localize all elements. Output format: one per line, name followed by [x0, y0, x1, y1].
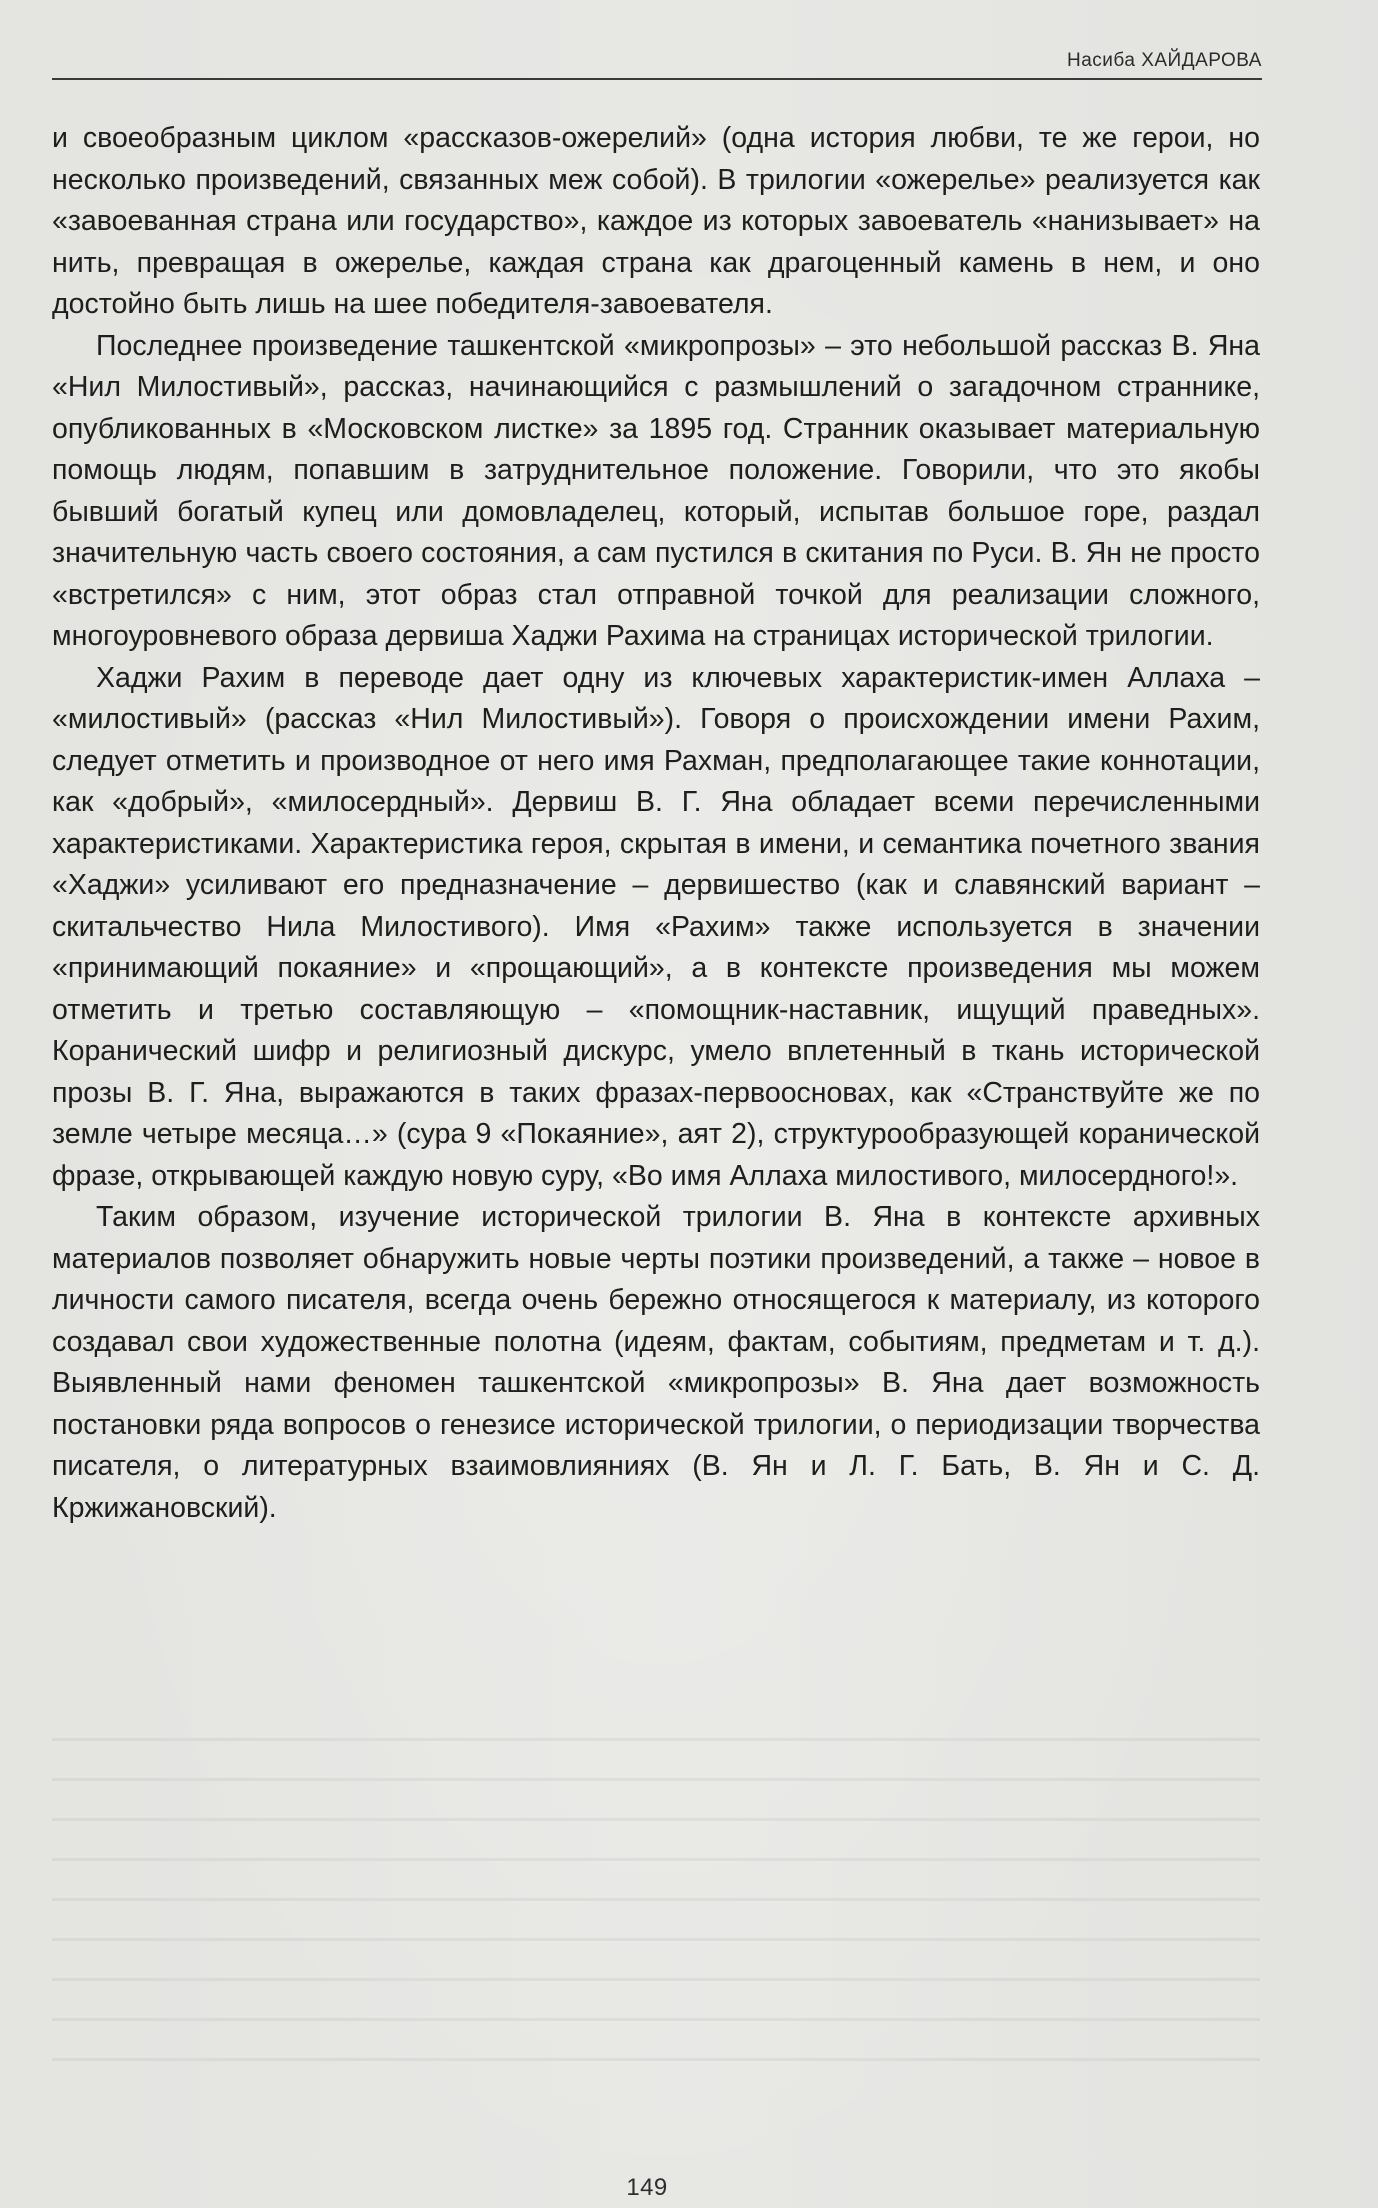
- bleed-through-text: [52, 1738, 1260, 2098]
- main-text: [52, 118, 1260, 1529]
- paragraph-1: и своеобразным циклом «рассказов-ожерелий» (одна история любви, те же герои, но несколько произведений, связанных меж собой). В трилогии «ожерелье» реализуется как «завоеванная страна или государство», каждое из которых завоеватель «нанизывает» на нить, превращая в ожерелье, каждая страна как драгоценный камень в нем, и оно достойно быть лишь на шее победителя-завоевателя.: [52, 122, 1260, 320]
- page-number: 149: [626, 2173, 668, 2201]
- author-running-head: Насиба ХАЙДАРОВА: [1067, 50, 1262, 71]
- running-head: [52, 50, 1262, 80]
- paragraph-3: Хаджи Рахим в переводе дает одну из ключевых характеристик-имен Аллаха – «милостивый» (рассказ «Нил Милостивый»). Говоря о происхождении имени Рахим, следует отметить и производное от него имя Рахман, предполагающее такие коннотации, как «добрый», «милосердный». Дервиш В. Г. Яна обладает всеми перечисленными характеристиками. Характеристика героя, скрытая в имени, и семантика почетного звания «Хаджи» усиливают его предназначение – дервишество (как и славянский вариант – скитальчество Нила Милостивого). Имя «Рахим» также используется в значении «принимающий покаяние» и «прощающий», а в контексте произведения мы можем отметить и третью составляющую – «помощник-наставник, ищущий праведных». Коранический шифр и религиозный дискурс, умело вплетенный в ткань исторической прозы В. Г. Яна, выражаются в таких фразах-первоосновах, как «Странствуйте же по земле четыре месяца…» (сура 9 «Покаяние», аят 2), структурообразующей коранической фразе, открывающей каждую новую суру, «Во имя Аллаха милостивого, милосердного!».: [52, 661, 1260, 1192]
- page-number-area: [598, 2167, 696, 2208]
- paragraph-2: Последнее произведение ташкентской «микропрозы» – это небольшой рассказ В. Яна «Нил Милостивый», рассказ, начинающийся с размышлений о загадочном страннике, опубликованных в «Московском листке» за 1895 год. Странник оказывает материальную помощь людям, попавшим в затруднительное положение. Говорили, что это якобы бывший богатый купец или домовладелец, который, испытав большое горе, раздал значительную часть своего состояния, а сам пустился в скитания по Руси. В. Ян не просто «встретился» с ним, этот образ стал отправной точкой для реализации сложного, многоуровневого образа дервиша Хаджи Рахима на страницах исторической трилогии.: [52, 329, 1260, 652]
- paragraph-4: Таким образом, изучение исторической трилогии В. Яна в контексте архивных материалов позволяет обнаружить новые черты поэтики произведений, а также – новое в личности самого писателя, всегда очень бережно относящегося к материалу, из которого создавал свои художественные полотна (идеям, фактам, событиям, предметам и т. д.). Выявленный нами феномен ташкентской «микропрозы» В. Яна дает возможность постановки ряда вопросов о генезисе исторической трилогии, о периодизации творчества писателя, о литературных взаимовлияниях (В. Ян и Л. Г. Бать, В. Ян и С. Д. Кржижановский).: [52, 1201, 1260, 1524]
